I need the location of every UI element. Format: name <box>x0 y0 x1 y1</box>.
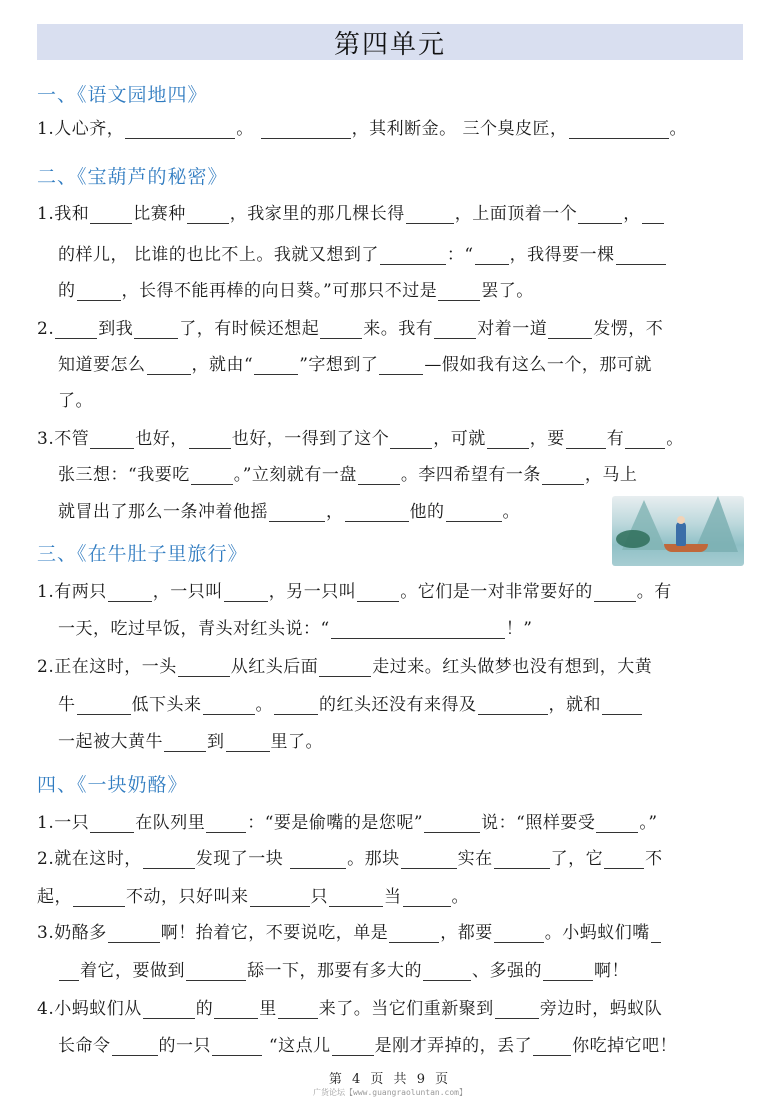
fill-in-blank[interactable] <box>424 816 480 833</box>
line-text: 长命令 <box>58 1036 111 1056</box>
line-text: 牛 <box>58 695 76 715</box>
worksheet-line <box>58 956 629 981</box>
line-text: 当 <box>384 887 402 907</box>
fill-in-blank[interactable] <box>73 890 125 907</box>
fill-in-blank[interactable] <box>357 585 399 602</box>
fill-in-blank[interactable] <box>77 284 121 301</box>
line-text: ，马上 <box>584 465 638 485</box>
line-text: 里 <box>259 999 277 1019</box>
worksheet-line <box>37 424 684 449</box>
line-text: ！” <box>505 619 533 639</box>
line-text: 发愣，不 <box>593 319 664 339</box>
fill-in-blank[interactable] <box>390 432 432 449</box>
line-text: 只 <box>310 887 328 907</box>
worksheet-line <box>37 844 663 869</box>
fill-in-blank[interactable] <box>186 964 246 981</box>
line-text: 1.一只 <box>37 813 90 833</box>
line-text: ， <box>623 204 641 224</box>
section-heading-4: 四、《一块奶酪》 <box>37 774 188 796</box>
line-text: 。有 <box>636 582 672 602</box>
fill-in-blank[interactable] <box>77 698 131 715</box>
line-text: —假如我有这么一个，那可就 <box>424 355 652 375</box>
line-text: 1.有两只 <box>37 582 107 602</box>
line-text: ，长得不能再棒的向日葵。”可那只不过是 <box>121 281 438 301</box>
line-text: 比赛种 <box>133 204 186 224</box>
fill-in-blank[interactable] <box>59 964 79 981</box>
fill-in-blank[interactable] <box>406 207 454 224</box>
line-text: ：“要是偷嘴的是您呢” <box>247 813 424 833</box>
fill-in-blank[interactable] <box>543 964 593 981</box>
line-text: 。 <box>666 429 684 449</box>
fill-in-blank[interactable] <box>250 890 310 907</box>
worksheet-line <box>37 994 662 1019</box>
fill-in-blank[interactable] <box>533 1039 571 1056</box>
person-head-shape <box>677 516 685 524</box>
worksheet-line <box>58 690 643 715</box>
line-text: 里了。 <box>270 732 323 752</box>
line-text: ，我家里的那几棵长得 <box>229 204 405 224</box>
line-text: 也好， <box>135 429 188 449</box>
worksheet-line <box>58 386 93 411</box>
worksheet-line <box>37 114 687 139</box>
line-text: 、多强的 <box>472 961 542 981</box>
fill-in-blank[interactable] <box>331 622 505 639</box>
line-text: 3.奶酪多 <box>37 923 107 943</box>
line-text: 说：“照样要受 <box>481 813 596 833</box>
unit-title: 第四单元 <box>333 29 446 60</box>
line-text: 啊！抬着它，不要说吃，单是 <box>160 923 389 943</box>
line-text: 。那块 <box>347 849 400 869</box>
worksheet-line <box>58 350 652 375</box>
fill-in-blank[interactable] <box>403 890 451 907</box>
line-text: 不 <box>645 849 663 869</box>
fill-in-blank[interactable] <box>226 735 270 752</box>
line-text: ”字想到了 <box>299 355 379 375</box>
line-text: 的 <box>195 999 214 1019</box>
line-text: ，另一只叫 <box>268 582 357 602</box>
line-text: ，就和 <box>548 695 601 715</box>
line-text: 了。 <box>58 391 93 411</box>
fill-in-blank[interactable] <box>389 926 439 943</box>
line-text: 。 <box>451 887 469 907</box>
line-text: 舔一下，那要有多大的 <box>247 961 422 981</box>
fill-in-blank[interactable] <box>548 322 592 339</box>
fill-in-blank[interactable] <box>134 322 178 339</box>
watermark-text: 广货论坛【www.guangraoluntan.com】 <box>313 1088 467 1097</box>
fill-in-blank[interactable] <box>358 468 400 485</box>
line-text: ：“ <box>446 245 474 265</box>
line-text: 起， <box>37 887 72 907</box>
line-text: 3.不管 <box>37 429 90 449</box>
fill-in-blank[interactable] <box>143 1002 195 1019</box>
line-text: 2.就在这时， <box>37 849 142 869</box>
line-text: ，要 <box>529 429 565 449</box>
line-text: ，我得要一棵 <box>509 245 615 265</box>
line-text: 。 <box>669 119 688 139</box>
fill-in-blank[interactable] <box>434 322 476 339</box>
line-text: 从红头后面 <box>230 657 319 677</box>
worksheet-line <box>37 882 469 907</box>
fill-in-blank[interactable] <box>143 852 195 869</box>
fill-in-blank[interactable] <box>332 1039 374 1056</box>
fill-in-blank[interactable] <box>596 816 638 833</box>
line-text: 走过来。红头做梦也没有想到，大黄 <box>372 657 653 677</box>
line-text: 到我 <box>98 319 134 339</box>
fill-in-blank[interactable] <box>578 207 622 224</box>
line-text: 张三想：“我要吃 <box>58 465 190 485</box>
tree-shape <box>616 530 650 548</box>
fill-in-blank[interactable] <box>212 1039 262 1056</box>
line-text: 你吃掉它吧！ <box>572 1036 678 1056</box>
worksheet-line <box>37 199 665 224</box>
worksheet-line <box>58 1031 677 1056</box>
line-text: 的样儿， 比谁的也比不上。我就又想到了 <box>58 245 379 265</box>
fill-in-blank[interactable] <box>542 468 584 485</box>
fill-in-blank[interactable] <box>401 852 457 869</box>
line-text: 。” <box>639 813 658 833</box>
fill-in-blank[interactable] <box>164 735 206 752</box>
fill-in-blank[interactable] <box>495 1002 539 1019</box>
fill-in-blank[interactable] <box>191 468 233 485</box>
line-text: 就冒出了那么一条冲着他摇 <box>58 502 268 522</box>
line-text: 到 <box>207 732 225 752</box>
fill-in-blank[interactable] <box>203 698 255 715</box>
fill-in-blank[interactable] <box>423 964 471 981</box>
line-text: 发现了一块 <box>195 849 290 869</box>
line-text: 一起被大黄牛 <box>58 732 163 752</box>
line-text: 。 <box>502 502 520 522</box>
page-number: 第 4 页 共 9 页 <box>328 1072 452 1087</box>
fill-in-blank[interactable] <box>494 926 544 943</box>
worksheet-line <box>37 577 672 602</box>
fill-in-blank[interactable] <box>112 1039 158 1056</box>
boat-shape <box>664 544 708 552</box>
fill-in-blank[interactable] <box>380 248 446 265</box>
fill-in-blank[interactable] <box>319 660 371 677</box>
line-text: 知道要怎么 <box>58 355 146 375</box>
fill-in-blank[interactable] <box>147 358 191 375</box>
line-text: 的一只 <box>158 1036 211 1056</box>
line-text: 。李四希望有一条 <box>400 465 541 485</box>
fill-in-blank[interactable] <box>261 122 351 139</box>
line-text: 。它们是一对非常要好的 <box>400 582 593 602</box>
worksheet-line <box>37 652 652 677</box>
line-text: 2.正在这时，一头 <box>37 657 177 677</box>
line-text: 在队列里 <box>135 813 206 833</box>
line-text: 的 <box>58 281 76 301</box>
illustration-boy-in-boat <box>612 496 744 566</box>
line-text: 罢了。 <box>481 281 534 301</box>
line-text: ，都要 <box>440 923 493 943</box>
line-text: 来。我有 <box>363 319 434 339</box>
worksheet-line <box>58 614 532 639</box>
line-text: 有 <box>606 429 625 449</box>
worksheet-line <box>37 808 658 833</box>
section-heading-3: 三、《在牛肚子里旅行》 <box>37 543 248 565</box>
line-text: 的红头还没有来得及 <box>319 695 477 715</box>
fill-in-blank[interactable] <box>178 660 230 677</box>
fill-in-blank[interactable] <box>566 432 606 449</box>
fill-in-blank[interactable] <box>187 207 229 224</box>
line-text: 实在 <box>457 849 493 869</box>
line-text: 旁边时，蚂蚁队 <box>539 999 663 1019</box>
fill-in-blank[interactable] <box>625 432 665 449</box>
fill-in-blank[interactable] <box>475 248 509 265</box>
line-text: 啊！ <box>594 961 629 981</box>
fill-in-blank[interactable] <box>90 432 134 449</box>
line-text: 来了。当它们重新聚到 <box>318 999 494 1019</box>
fill-in-blank[interactable] <box>90 816 134 833</box>
fill-in-blank[interactable] <box>345 505 409 522</box>
line-text: ，上面顶着一个 <box>454 204 578 224</box>
fill-in-blank[interactable] <box>278 1002 318 1019</box>
line-text: ，一只叫 <box>152 582 223 602</box>
line-text: 是刚才弄掉的，丢了 <box>374 1036 533 1056</box>
worksheet-line <box>58 727 323 752</box>
worksheet-line <box>58 240 667 265</box>
fill-in-blank[interactable] <box>254 358 298 375</box>
line-text: 也好，一得到了这个 <box>231 429 390 449</box>
fill-in-blank[interactable] <box>602 698 642 715</box>
line-text: 。”立刻就有一盘 <box>233 465 357 485</box>
line-text: ，其利断金。 三个臭皮匠， <box>351 119 568 139</box>
line-text: 对着一道 <box>477 319 548 339</box>
fill-in-blank[interactable] <box>329 890 383 907</box>
line-text: 。小蚂蚁们嘴 <box>544 923 650 943</box>
worksheet-line <box>58 497 520 522</box>
fill-in-blank[interactable] <box>478 698 548 715</box>
unit-title-bar <box>37 24 743 60</box>
line-text: 不动，只好叫来 <box>126 887 249 907</box>
fill-in-blank[interactable] <box>487 432 529 449</box>
line-text: “这点儿 <box>263 1036 331 1056</box>
worksheet-line <box>37 314 663 339</box>
fill-in-blank[interactable] <box>494 852 550 869</box>
line-text: 了，有时候还想起 <box>179 319 320 339</box>
fill-in-blank[interactable] <box>224 585 268 602</box>
fill-in-blank[interactable] <box>438 284 480 301</box>
worksheet-line <box>58 276 534 301</box>
line-text: ， <box>326 502 344 522</box>
fill-in-blank[interactable] <box>125 122 235 139</box>
fill-in-blank[interactable] <box>379 358 423 375</box>
line-text: 着它，要做到 <box>80 961 185 981</box>
fill-in-blank[interactable] <box>108 926 160 943</box>
fill-in-blank[interactable] <box>274 698 318 715</box>
line-text: 1.人心齐， <box>37 119 125 139</box>
fill-in-blank[interactable] <box>651 926 661 943</box>
worksheet-line <box>37 918 662 943</box>
section-heading-1: 一、《语文园地四》 <box>37 84 208 106</box>
line-text: 低下头来 <box>131 695 202 715</box>
fill-in-blank[interactable] <box>642 207 664 224</box>
worksheet-line <box>58 460 637 485</box>
line-text: ，就由“ <box>191 355 254 375</box>
fill-in-blank[interactable] <box>320 322 362 339</box>
line-text: 1.我和 <box>37 204 90 224</box>
fill-in-blank[interactable] <box>290 852 346 869</box>
fill-in-blank[interactable] <box>90 207 132 224</box>
line-text: 了，它 <box>550 849 604 869</box>
line-text: 。 <box>255 695 273 715</box>
fill-in-blank[interactable] <box>214 1002 258 1019</box>
fill-in-blank[interactable] <box>206 816 246 833</box>
fill-in-blank[interactable] <box>108 585 152 602</box>
fill-in-blank[interactable] <box>446 505 502 522</box>
fill-in-blank[interactable] <box>189 432 231 449</box>
line-text: 他的 <box>409 502 445 522</box>
line-text: 一天，吃过早饭，青头对红头说：“ <box>58 619 330 639</box>
fill-in-blank[interactable] <box>604 852 644 869</box>
fill-in-blank[interactable] <box>269 505 325 522</box>
section-heading-2: 二、《宝葫芦的秘密》 <box>37 166 228 188</box>
line-text: 。 <box>236 119 260 139</box>
line-text: 4.小蚂蚁们从 <box>37 999 142 1019</box>
line-text: ，可就 <box>433 429 486 449</box>
fill-in-blank[interactable] <box>594 585 636 602</box>
person-shape <box>676 522 686 546</box>
line-text: 2. <box>37 319 55 339</box>
fill-in-blank[interactable] <box>616 248 666 265</box>
fill-in-blank[interactable] <box>55 322 97 339</box>
fill-in-blank[interactable] <box>569 122 669 139</box>
